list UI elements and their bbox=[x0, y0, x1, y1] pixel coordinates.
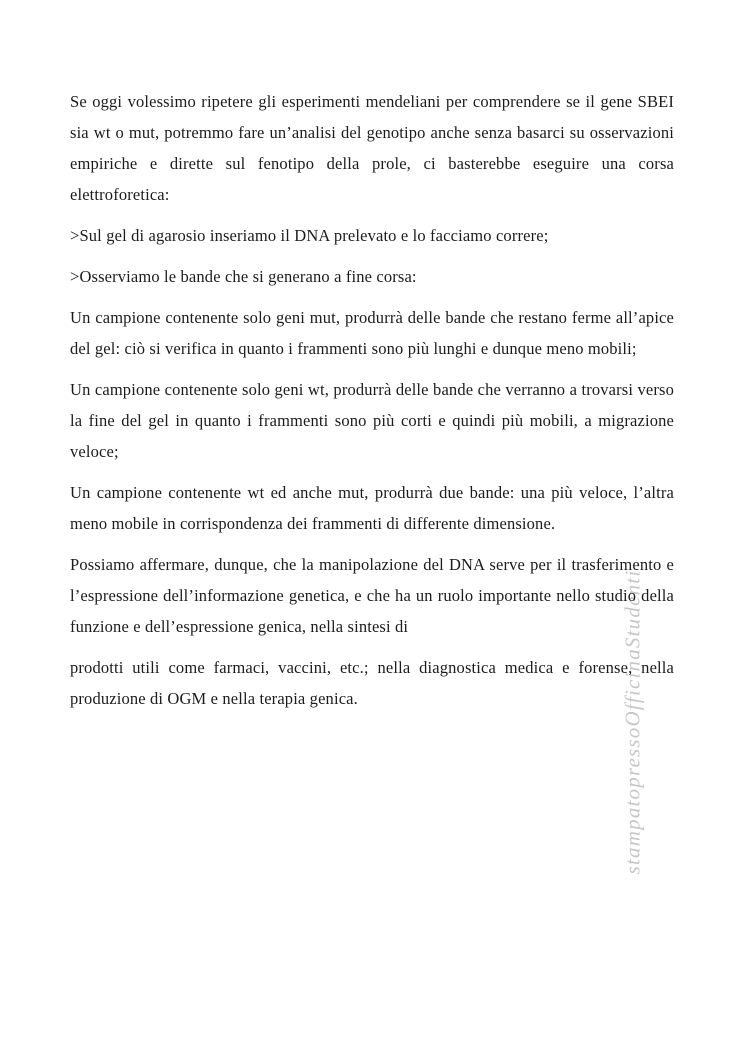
document-body bbox=[70, 86, 674, 724]
paragraph-conclusione: Possiamo affermare, dunque, che la manipolazione del DNA serve per il trasferimento e l’espressione dell’informazione genetica, e che ha un ruolo importante nello studio della funzione e dell’espressione genica, nella sintesi di bbox=[70, 555, 674, 636]
paragraph-step-bande: >Osserviamo le bande che si generano a fine corsa: bbox=[70, 267, 417, 286]
paragraph-step-gel: >Sul gel di agarosio inseriamo il DNA prelevato e lo facciamo correre; bbox=[70, 226, 549, 245]
paragraph-campione-wt-mut: Un campione contenente wt ed anche mut, produrrà due bande: una più veloce, l’altra meno mobile in corrispondenza dei frammenti di differente dimensione. bbox=[70, 483, 674, 533]
paragraph-conclusione-seguito: prodotti utili come farmaci, vaccini, etc.; nella diagnostica medica e forense, nella produzione di OGM e nella terapia genica. bbox=[70, 658, 674, 708]
paragraph-intro: Se oggi volessimo ripetere gli esperimenti mendeliani per comprendere se il gene SBEI sia wt o mut, potremmo fare un’analisi del genotipo anche senza basarci su osservazioni empiriche e dirette sul fenotipo della prole, ci basterebbe eseguire una corsa elettroforetica: bbox=[70, 92, 674, 204]
paragraph-campione-wt: Un campione contenente solo geni wt, produrrà delle bande che verranno a trovarsi verso la fine del gel in quanto i frammenti sono più corti e quindi più mobili, a migrazione veloce; bbox=[70, 380, 674, 461]
watermark-text: stampatopressoOfficinaStudenti bbox=[620, 569, 645, 875]
paragraph-campione-mut: Un campione contenente solo geni mut, produrrà delle bande che restano ferme all’apice del gel: ciò si verifica in quanto i frammenti sono più lunghi e dunque meno mobili; bbox=[70, 308, 674, 358]
